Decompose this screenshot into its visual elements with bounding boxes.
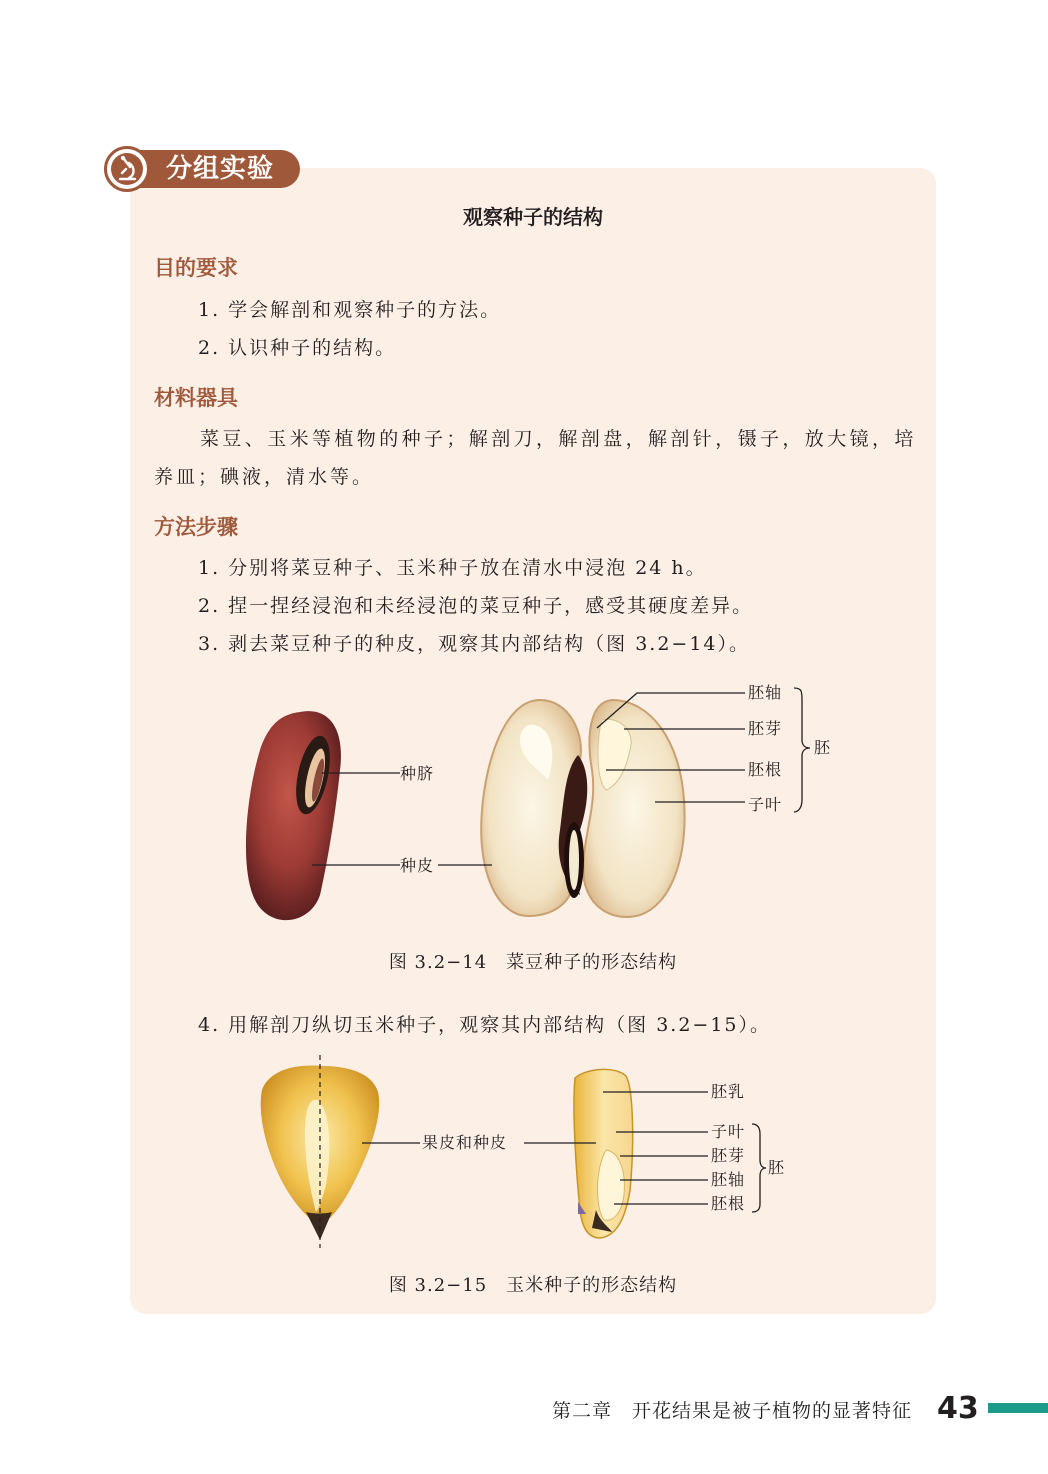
- tab-label: 分组实验: [166, 154, 275, 184]
- step-item-1: 1. 分别将菜豆种子、玉米种子放在清水中浸泡 24 h。: [198, 557, 707, 579]
- section-heading-purpose: 目的要求: [154, 256, 238, 280]
- label-hypocotyl: 胚轴: [748, 683, 783, 702]
- step-item-2: 2. 捏一捏经浸泡和未经浸泡的菜豆种子，感受其硬度差异。: [198, 595, 754, 617]
- page-number: 43: [937, 1391, 979, 1426]
- figure2-caption: 图 3.2−15 玉米种子的形态结构: [388, 1275, 678, 1296]
- label-corn-hypocotyl: 胚轴: [711, 1170, 746, 1189]
- label-seed-coat: 种皮: [400, 856, 435, 875]
- label-cotyledon: 子叶: [748, 795, 783, 814]
- label-corn-plumule: 胚芽: [711, 1146, 746, 1165]
- label-plumule: 胚芽: [748, 719, 783, 738]
- experiment-title: 观察种子的结构: [463, 205, 603, 229]
- label-corn-cotyledon: 子叶: [711, 1122, 746, 1141]
- label-embryo: 胚: [814, 738, 832, 757]
- label-radicle: 胚根: [748, 760, 783, 779]
- section-heading-materials: 材料器具: [154, 386, 238, 410]
- figure1-caption: 图 3.2−14 菜豆种子的形态结构: [388, 952, 678, 973]
- label-endosperm: 胚乳: [711, 1082, 746, 1101]
- label-pericarp-seed-coat: 果皮和种皮: [422, 1133, 508, 1152]
- step-item-4: 4. 用解剖刀纵切玉米种子，观察其内部结构（图 3.2−15）。: [198, 1014, 772, 1036]
- materials-line-2: 养皿；碘液，清水等。: [154, 466, 375, 488]
- label-corn-radicle: 胚根: [711, 1194, 746, 1213]
- step-item-3: 3. 剥去菜豆种子的种皮，观察其内部结构（图 3.2−14）。: [198, 633, 751, 655]
- section-heading-steps: 方法步骤: [154, 515, 238, 539]
- label-corn-embryo: 胚: [768, 1158, 786, 1177]
- chapter-title: 第二章 开花结果是被子植物的显著特征: [552, 1400, 913, 1422]
- materials-line-1: 菜豆、玉米等植物的种子；解剖刀，解剖盘，解剖针，镊子，放大镜，培: [200, 428, 917, 450]
- purpose-item-1: 1. 学会解剖和观察种子的方法。: [198, 299, 502, 321]
- footer-accent-bar: [988, 1403, 1048, 1413]
- purpose-item-2: 2. 认识种子的结构。: [198, 337, 397, 359]
- label-hilum: 种脐: [400, 764, 435, 783]
